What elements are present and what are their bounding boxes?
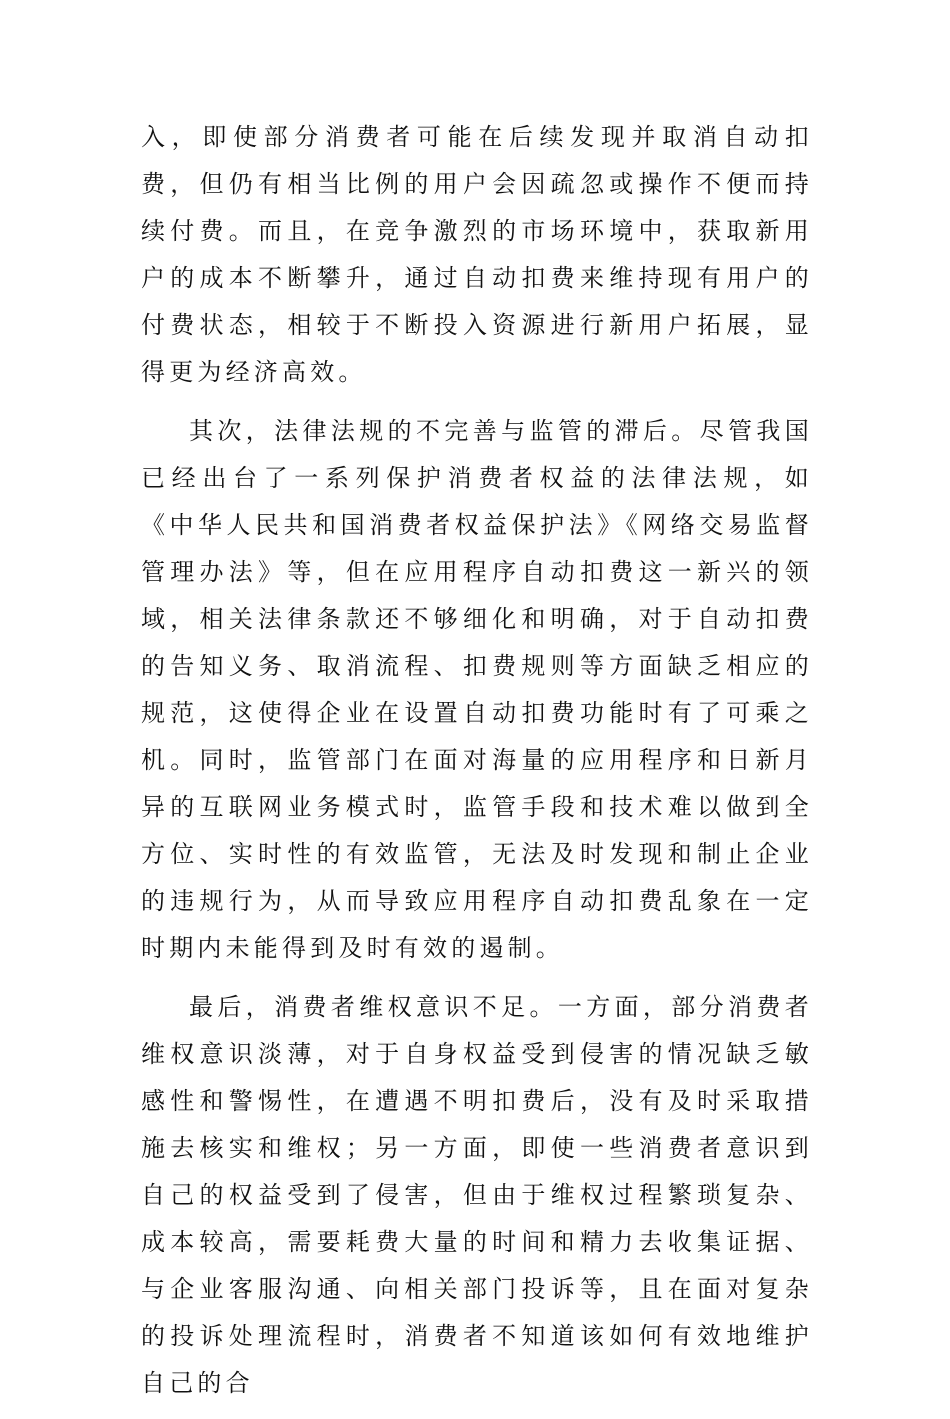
paragraph-continuation: 入，即使部分消费者可能在后续发现并取消自动扣费，但仍有相当比例的用户会因疏忽或操作不便而持续付费。而且，在竞争激烈的市场环境中，获取新用户的成本不断攀升，通过自动扣费来维持现有用户的付费状态，相较于不断投入资源进行新用户拓展，显得更为经济高效。 [141, 123, 813, 386]
paragraph-legal-regulation: 其次，法律法规的不完善与监管的滞后。尽管我国已经出台了一系列保护消费者权益的法律法规，如《中华人民共和国消费者权益保护法》《网络交易监督管理办法》等，但在应用程序自动扣费这一新兴的领域，相关法律条款还不够细化和明确，对于自动扣费的告知义务、取消流程、扣费规则等方面缺乏相应的规范，这使得企业在设置自动扣费功能时有了可乘之机。同时，监管部门在面对海量的应用程序和日新月异的互联网业务模式时，监管手段和技术难以做到全方位、实时性的有效监管，无法及时发现和制止企业的违规行为，从而导致应用程序自动扣费乱象在一定时期内未能得到及时有效的遏制。 [141, 417, 813, 962]
document-body [141, 114, 813, 1419]
paragraph-consumer-awareness: 最后，消费者维权意识不足。一方面，部分消费者维权意识淡薄，对于自身权益受到侵害的情况缺乏敏感性和警惕性，在遭遇不明扣费后，没有及时采取措施去核实和维权；另一方面，即使一些消费者意识到自己的权益受到了侵害，但由于维权过程繁琐复杂、成本较高，需要耗费大量的时间和精力去收集证据、与企业客服沟通、向相关部门投诉等，且在面对复杂的投诉处理流程时，消费者不知道该如何有效地维护自己的合 [141, 993, 813, 1397]
